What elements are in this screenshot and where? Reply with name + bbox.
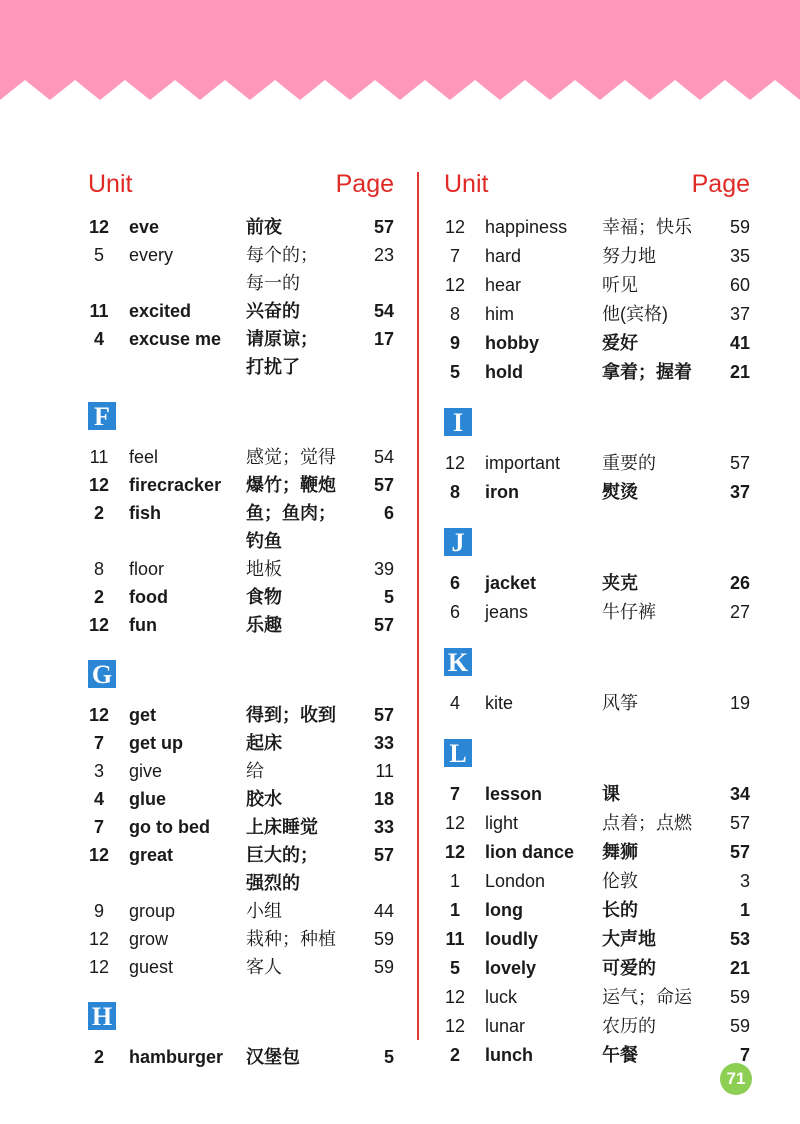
english-word: go to bed bbox=[129, 817, 210, 837]
unit-number: 4 bbox=[93, 329, 104, 349]
unit-number: 12 bbox=[88, 845, 110, 865]
chinese-meaning-line: 给 bbox=[246, 761, 264, 781]
page-number: 57 bbox=[729, 453, 750, 473]
chinese-meaning bbox=[602, 213, 692, 241]
index-entry bbox=[88, 814, 394, 842]
column-header bbox=[444, 170, 750, 214]
letter-badge: G bbox=[88, 660, 116, 688]
english-word: hear bbox=[485, 275, 522, 295]
unit-number: 2 bbox=[449, 1045, 460, 1065]
english-word: get bbox=[129, 705, 156, 725]
english-word: get up bbox=[129, 733, 183, 753]
letter-heading bbox=[88, 402, 394, 444]
index-entry bbox=[88, 842, 394, 898]
index-entry bbox=[444, 955, 750, 984]
index-entry bbox=[88, 702, 394, 730]
index-entry bbox=[444, 781, 750, 810]
english-word: lesson bbox=[485, 784, 543, 804]
page-number: 37 bbox=[729, 304, 750, 324]
page-number: 57 bbox=[373, 705, 394, 725]
chinese-meaning bbox=[602, 598, 656, 626]
chinese-meaning-line: 栽种；种植 bbox=[246, 929, 336, 949]
index-entry bbox=[444, 1013, 750, 1042]
page-number: 5 bbox=[383, 587, 394, 607]
page-number: 3 bbox=[739, 871, 750, 891]
unit-number: 3 bbox=[93, 761, 104, 781]
chinese-meaning-line: 爱好 bbox=[602, 333, 638, 353]
index-entry bbox=[88, 242, 394, 298]
english-word: jeans bbox=[485, 602, 529, 622]
chinese-meaning bbox=[602, 809, 692, 837]
chinese-meaning-line: 拿着；握着 bbox=[602, 362, 692, 382]
chinese-meaning-line: 得到；收到 bbox=[246, 705, 336, 725]
unit-number: 8 bbox=[449, 304, 460, 324]
index-entry bbox=[444, 839, 750, 868]
page-number: 59 bbox=[729, 1016, 750, 1036]
unit-number: 4 bbox=[93, 789, 104, 809]
unit-number: 12 bbox=[444, 453, 466, 473]
english-word: kite bbox=[485, 693, 514, 713]
chinese-meaning bbox=[602, 896, 638, 924]
page-number: 19 bbox=[729, 693, 750, 713]
chinese-meaning-line: 前夜 bbox=[246, 217, 282, 237]
chinese-meaning-line: 感觉；觉得 bbox=[246, 447, 336, 467]
chinese-meaning-line: 幸福；快乐 bbox=[602, 217, 692, 237]
page-number: 37 bbox=[729, 482, 750, 502]
english-word: lunar bbox=[485, 1016, 526, 1036]
page-number: 57 bbox=[373, 845, 394, 865]
chinese-meaning bbox=[602, 780, 620, 808]
unit-number: 2 bbox=[93, 587, 104, 607]
english-word: jacket bbox=[485, 573, 537, 593]
index-entry bbox=[444, 301, 750, 330]
unit-number: 11 bbox=[89, 301, 109, 321]
english-word: excited bbox=[129, 301, 192, 321]
chinese-meaning-line: 努力地 bbox=[602, 246, 656, 266]
chinese-meaning-line: 农历的 bbox=[602, 1016, 656, 1036]
page-number: 5 bbox=[383, 1047, 394, 1067]
letter-badge: F bbox=[88, 402, 116, 430]
unit-number: 7 bbox=[449, 784, 460, 804]
chinese-meaning bbox=[246, 499, 336, 555]
chinese-meaning bbox=[602, 867, 638, 895]
page-number: 18 bbox=[373, 789, 394, 809]
index-entry bbox=[444, 810, 750, 839]
column-header bbox=[88, 170, 394, 214]
chinese-meaning-line: 客人 bbox=[246, 957, 282, 977]
index-entry bbox=[444, 330, 750, 359]
chinese-meaning bbox=[246, 555, 282, 583]
chinese-meaning-line: 午餐 bbox=[602, 1045, 638, 1065]
unit-number: 12 bbox=[444, 217, 466, 237]
chinese-meaning bbox=[246, 1043, 300, 1071]
unit-header: Unit bbox=[88, 170, 133, 198]
unit-number: 12 bbox=[88, 957, 110, 977]
unit-number: 12 bbox=[88, 615, 110, 635]
index-entry bbox=[88, 926, 394, 954]
english-word: fun bbox=[129, 615, 157, 635]
english-word: light bbox=[485, 813, 519, 833]
english-word: luck bbox=[485, 987, 518, 1007]
page-number: 60 bbox=[729, 275, 750, 295]
index-entry bbox=[444, 479, 750, 508]
english-word: lion dance bbox=[485, 842, 575, 862]
chinese-meaning-line: 汉堡包 bbox=[246, 1047, 300, 1067]
chinese-meaning-line: 大声地 bbox=[602, 929, 656, 949]
index-entry bbox=[444, 359, 750, 388]
chinese-meaning bbox=[246, 701, 336, 729]
unit-number: 9 bbox=[449, 333, 460, 353]
index-entry bbox=[88, 758, 394, 786]
page-number: 44 bbox=[373, 901, 394, 921]
english-word: every bbox=[129, 245, 174, 265]
chinese-meaning bbox=[246, 583, 282, 611]
chinese-meaning-line: 请原谅； bbox=[246, 329, 318, 349]
chinese-meaning bbox=[246, 757, 264, 785]
chinese-meaning-line: 地板 bbox=[246, 559, 282, 579]
unit-number: 11 bbox=[89, 447, 109, 467]
letter-heading bbox=[444, 648, 750, 690]
index-entry bbox=[444, 897, 750, 926]
index-entry bbox=[88, 472, 394, 500]
english-word: grow bbox=[129, 929, 169, 949]
index-entry bbox=[444, 984, 750, 1013]
chinese-meaning-line: 夹克 bbox=[602, 573, 638, 593]
index-entry bbox=[444, 868, 750, 897]
chinese-meaning bbox=[246, 729, 282, 757]
english-word: feel bbox=[129, 447, 159, 467]
chinese-meaning bbox=[602, 358, 692, 386]
chinese-meaning bbox=[602, 838, 638, 866]
unit-number: 12 bbox=[88, 475, 110, 495]
page-number: 23 bbox=[373, 245, 394, 265]
chinese-meaning bbox=[246, 897, 282, 925]
chinese-meaning bbox=[602, 1012, 656, 1040]
page-number: 21 bbox=[729, 362, 750, 382]
chinese-meaning-line: 食物 bbox=[246, 587, 282, 607]
english-word: lovely bbox=[485, 958, 537, 978]
chinese-meaning bbox=[246, 925, 336, 953]
english-word: firecracker bbox=[129, 475, 222, 495]
page-header: Page bbox=[335, 170, 394, 198]
unit-number: 1 bbox=[449, 900, 460, 920]
chinese-meaning-line: 伦敦 bbox=[602, 871, 638, 891]
letter-heading bbox=[88, 1002, 394, 1044]
chinese-meaning-line: 兴奋的 bbox=[246, 301, 300, 321]
unit-number: 12 bbox=[444, 1016, 466, 1036]
english-word: hard bbox=[485, 246, 522, 266]
index-entry bbox=[444, 450, 750, 479]
index-entry bbox=[88, 730, 394, 758]
chinese-meaning-line: 鱼；鱼肉； bbox=[246, 503, 336, 523]
index-entry bbox=[444, 272, 750, 301]
page-number: 53 bbox=[729, 929, 750, 949]
letter-heading bbox=[444, 408, 750, 450]
unit-number: 7 bbox=[449, 246, 460, 266]
chinese-meaning bbox=[602, 271, 638, 299]
index-entry bbox=[444, 926, 750, 955]
chinese-meaning-line: 风筝 bbox=[602, 693, 638, 713]
page-number: 57 bbox=[729, 813, 750, 833]
english-word: hamburger bbox=[129, 1047, 224, 1067]
letter-badge: H bbox=[88, 1002, 116, 1030]
page-number: 11 bbox=[375, 761, 394, 781]
index-entry bbox=[444, 1042, 750, 1071]
chinese-meaning-line: 课 bbox=[602, 784, 620, 804]
chinese-meaning-line: 每一的 bbox=[246, 273, 300, 293]
unit-number: 5 bbox=[449, 362, 460, 382]
index-entry bbox=[88, 584, 394, 612]
chinese-meaning bbox=[246, 953, 282, 981]
chinese-meaning bbox=[602, 954, 656, 982]
index-entry bbox=[88, 444, 394, 472]
index-entry bbox=[88, 556, 394, 584]
chinese-meaning bbox=[602, 449, 656, 477]
index-entry bbox=[444, 243, 750, 272]
english-word: him bbox=[485, 304, 515, 324]
chinese-meaning-line: 牛仔裤 bbox=[602, 602, 656, 622]
english-word: give bbox=[129, 761, 163, 781]
english-word: excuse me bbox=[129, 329, 222, 349]
english-word: fish bbox=[129, 503, 162, 523]
page-number: 7 bbox=[739, 1045, 750, 1065]
unit-number: 12 bbox=[444, 987, 466, 1007]
index-entry bbox=[88, 898, 394, 926]
letter-heading bbox=[444, 528, 750, 570]
unit-number: 11 bbox=[445, 929, 465, 949]
page-number: 59 bbox=[729, 217, 750, 237]
page-number: 54 bbox=[373, 301, 394, 321]
unit-number: 5 bbox=[449, 958, 460, 978]
unit-number: 4 bbox=[449, 693, 460, 713]
chinese-meaning-line: 爆竹；鞭炮 bbox=[246, 475, 336, 495]
page-number: 6 bbox=[383, 503, 394, 523]
letter-badge: L bbox=[444, 739, 472, 767]
page-number: 39 bbox=[373, 559, 394, 579]
unit-header: Unit bbox=[444, 170, 489, 198]
unit-number: 7 bbox=[93, 733, 104, 753]
chinese-meaning-line: 点着；点燃 bbox=[602, 813, 692, 833]
unit-number: 12 bbox=[88, 705, 110, 725]
chinese-meaning-line: 上床睡觉 bbox=[246, 817, 318, 837]
page-number: 34 bbox=[729, 784, 750, 804]
english-word: London bbox=[485, 871, 546, 891]
page-number-badge: 71 bbox=[720, 1063, 752, 1095]
unit-number: 12 bbox=[88, 217, 110, 237]
chinese-meaning-line: 胶水 bbox=[246, 789, 282, 809]
english-word: group bbox=[129, 901, 176, 921]
chinese-meaning-line: 长的 bbox=[602, 900, 638, 920]
english-word: glue bbox=[129, 789, 167, 809]
unit-number: 9 bbox=[93, 901, 104, 921]
page-number: 57 bbox=[373, 475, 394, 495]
page-number: 17 bbox=[373, 329, 394, 349]
right-entries bbox=[444, 214, 750, 1071]
page-number: 41 bbox=[729, 333, 750, 353]
index-entry bbox=[444, 570, 750, 599]
chinese-meaning bbox=[602, 478, 638, 506]
index-entry bbox=[88, 954, 394, 982]
english-word: loudly bbox=[485, 929, 538, 949]
letter-badge: K bbox=[444, 648, 472, 676]
english-word: long bbox=[485, 900, 523, 920]
chinese-meaning bbox=[246, 297, 300, 325]
page-number: 21 bbox=[729, 958, 750, 978]
chinese-meaning bbox=[246, 785, 282, 813]
index-entry bbox=[88, 1044, 394, 1072]
page-number: 1 bbox=[739, 900, 750, 920]
unit-number: 8 bbox=[93, 559, 104, 579]
index-entry bbox=[88, 612, 394, 640]
chinese-meaning bbox=[602, 329, 638, 357]
unit-number: 2 bbox=[93, 1047, 104, 1067]
chinese-meaning-line: 巨大的； bbox=[246, 845, 318, 865]
page-number: 59 bbox=[373, 957, 394, 977]
unit-number: 2 bbox=[93, 503, 104, 523]
page-number: 33 bbox=[373, 817, 394, 837]
unit-number: 6 bbox=[449, 573, 460, 593]
chinese-meaning-line: 运气；命运 bbox=[602, 987, 692, 1007]
index-entry bbox=[88, 786, 394, 814]
english-word: food bbox=[129, 587, 168, 607]
page-number: 27 bbox=[729, 602, 750, 622]
chinese-meaning-line: 强烈的 bbox=[246, 873, 300, 893]
chinese-meaning-line: 小组 bbox=[246, 901, 282, 921]
index-entry bbox=[88, 326, 394, 382]
page-number: 35 bbox=[729, 246, 750, 266]
page-number: 57 bbox=[729, 842, 750, 862]
page-number: 59 bbox=[729, 987, 750, 1007]
index-column-left bbox=[88, 170, 394, 1072]
chinese-meaning-line: 可爱的 bbox=[602, 958, 656, 978]
chinese-meaning bbox=[602, 925, 656, 953]
index-column-right bbox=[444, 170, 750, 1071]
letter-badge: I bbox=[444, 408, 472, 436]
unit-number: 12 bbox=[88, 929, 110, 949]
english-word: floor bbox=[129, 559, 165, 579]
unit-number: 12 bbox=[444, 813, 466, 833]
page-number: 54 bbox=[373, 447, 394, 467]
chinese-meaning bbox=[246, 325, 318, 381]
chinese-meaning bbox=[246, 213, 282, 241]
unit-number: 5 bbox=[93, 245, 104, 265]
chinese-meaning bbox=[246, 841, 318, 897]
letter-heading bbox=[444, 739, 750, 781]
english-word: hold bbox=[485, 362, 523, 382]
chinese-meaning bbox=[602, 1041, 638, 1069]
unit-number: 12 bbox=[444, 275, 466, 295]
unit-number: 7 bbox=[93, 817, 104, 837]
chinese-meaning-line: 每个的； bbox=[246, 245, 318, 265]
page-number: 57 bbox=[373, 217, 394, 237]
letter-heading bbox=[88, 660, 394, 702]
chinese-meaning-line: 乐趣 bbox=[246, 615, 282, 635]
chinese-meaning bbox=[602, 689, 638, 717]
english-word: important bbox=[485, 453, 561, 473]
index-entry bbox=[444, 599, 750, 628]
chinese-meaning bbox=[602, 300, 668, 328]
index-entry bbox=[444, 690, 750, 719]
page-number: 57 bbox=[373, 615, 394, 635]
english-word: lunch bbox=[485, 1045, 533, 1065]
chinese-meaning bbox=[602, 983, 692, 1011]
chinese-meaning-line: 舞狮 bbox=[602, 842, 638, 862]
page-header: Page bbox=[691, 170, 750, 198]
chinese-meaning bbox=[602, 569, 638, 597]
index-entry bbox=[88, 214, 394, 242]
english-word: eve bbox=[129, 217, 160, 237]
chinese-meaning bbox=[246, 813, 318, 841]
chinese-meaning-line: 熨烫 bbox=[602, 482, 638, 502]
index-entry bbox=[88, 500, 394, 556]
chinese-meaning bbox=[246, 471, 336, 499]
unit-number: 1 bbox=[449, 871, 460, 891]
chinese-meaning bbox=[602, 242, 656, 270]
page-number: 33 bbox=[373, 733, 394, 753]
chinese-meaning-line: 他(宾格) bbox=[602, 304, 668, 324]
column-divider bbox=[417, 172, 419, 1040]
chinese-meaning bbox=[246, 611, 282, 639]
chinese-meaning-line: 打扰了 bbox=[246, 357, 300, 377]
unit-number: 8 bbox=[449, 482, 460, 502]
index-entry bbox=[444, 214, 750, 243]
chinese-meaning-line: 钓鱼 bbox=[246, 531, 282, 551]
unit-number: 6 bbox=[449, 602, 460, 622]
chinese-meaning-line: 重要的 bbox=[602, 453, 656, 473]
chinese-meaning-line: 听见 bbox=[602, 275, 638, 295]
index-entry bbox=[88, 298, 394, 326]
chinese-meaning-line: 起床 bbox=[246, 733, 282, 753]
english-word: hobby bbox=[485, 333, 539, 353]
chinese-meaning bbox=[246, 443, 336, 471]
left-entries bbox=[88, 214, 394, 1072]
chinese-meaning bbox=[246, 241, 318, 297]
page-number: 26 bbox=[729, 573, 750, 593]
letter-badge: J bbox=[444, 528, 472, 556]
unit-number: 12 bbox=[444, 842, 466, 862]
english-word: iron bbox=[485, 482, 519, 502]
english-word: happiness bbox=[485, 217, 568, 237]
english-word: great bbox=[129, 845, 174, 865]
english-word: guest bbox=[129, 957, 174, 977]
page-number: 59 bbox=[373, 929, 394, 949]
pink-zigzag-banner bbox=[0, 0, 800, 110]
